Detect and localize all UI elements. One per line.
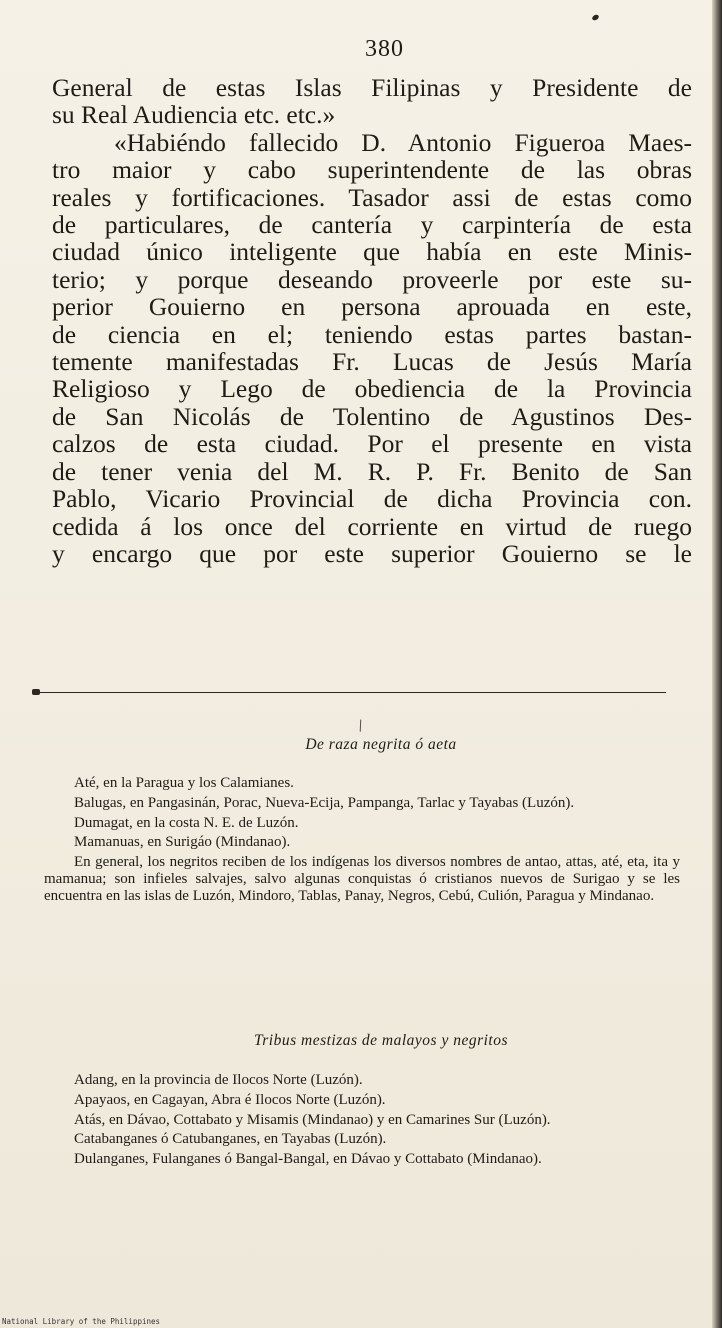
main-text-line: temente manifestadas Fr. Lucas de Jesús María bbox=[52, 347, 692, 377]
ink-speck bbox=[591, 14, 600, 22]
list-item: En general, los negritos reciben de los indígenas los diversos nombres de antao, attas, até, eta, ita y mamanua; son infieles salvajes, salvo algunas conquistas ó cristianos nuevos de Surigao y se les encuentra en las islas de Luzón, Mindoro, Tablas, Panay, Negros, Cebú, Culión, Paragua y Mindanao. bbox=[44, 854, 680, 904]
list-item: Catabanganes ó Catubanganes, en Tayabas (Luzón). bbox=[74, 1131, 387, 1148]
main-text-line: tro maior y cabo superintendente de las obras bbox=[52, 155, 692, 185]
section-mestizas-entries bbox=[44, 1072, 680, 1171]
main-text-line: cedida á los once del corriente en virtud de ruego bbox=[52, 511, 692, 541]
page-number: 380 bbox=[365, 36, 404, 62]
main-text-line: de San Nicolás de Tolentino de Agustinos Des- bbox=[52, 401, 692, 431]
main-text-line: de ciencia en el; teniendo estas partes bastan- bbox=[52, 319, 692, 349]
main-text-line: reales y fortificaciones. Tasador assi de estas como bbox=[52, 182, 692, 212]
main-text-line: y encargo que por este superior Gouierno se le bbox=[52, 538, 692, 568]
list-item: Apayaos, en Cagayan, Abra é Ilocos Norte (Luzón). bbox=[74, 1091, 386, 1108]
list-item: Mamanuas, en Surigáo (Mindanao). bbox=[74, 834, 291, 851]
main-text-block bbox=[52, 74, 692, 567]
main-text-line: «Habiéndo fallecido D. Antonio Figueroa Maes- bbox=[114, 127, 692, 157]
list-item: Atás, en Dávao, Cottabato y Misamis (Mindanao) y en Camarines Sur (Luzón). bbox=[74, 1111, 551, 1128]
list-item: Dumagat, en la costa N. E. de Luzón. bbox=[74, 814, 299, 831]
main-text-line: Religioso y Lego de obediencia de la Provincia bbox=[52, 374, 692, 404]
section-divider bbox=[36, 692, 666, 693]
list-item: Dulanganes, Fulanganes ó Bangal-Bangal, en Dávao y Cottabato (Mindanao). bbox=[74, 1151, 542, 1168]
main-text-line: terio; y porque deseando proveerle por este su- bbox=[52, 264, 692, 294]
main-text-line: Pablo, Vicario Provincial de dicha Provincia con. bbox=[52, 484, 692, 514]
section-negrita-entries bbox=[44, 775, 680, 908]
main-text-line: de particulares, de cantería y carpintería de esta bbox=[52, 210, 692, 240]
main-text-line: ciudad único inteligente que había en este Minis- bbox=[52, 237, 692, 267]
list-item: Adang, en la provincia de Ilocos Norte (Luzón). bbox=[74, 1072, 363, 1088]
footer-credit: National Library of the Philippines bbox=[2, 1317, 161, 1326]
pencil-mark: \ bbox=[355, 717, 366, 735]
main-text-line: calzos de esta ciudad. Por el presente en vista bbox=[52, 429, 692, 459]
section-heading-mestizas: Tribus mestizas de malayos y negritos bbox=[253, 1032, 509, 1049]
main-text-line: General de estas Islas Filipinas y Presidente de bbox=[52, 73, 692, 102]
list-item: Até, en la Paragua y los Calamianes. bbox=[74, 775, 294, 791]
main-text-line: su Real Audiencia etc. etc.» bbox=[52, 100, 336, 130]
list-item: Balugas, en Pangasinán, Porac, Nueva-Ecija, Pampanga, Tarlac y Tayabas (Luzón). bbox=[74, 794, 575, 811]
main-text-line: perior Gouierno en persona aprouada en este, bbox=[52, 292, 692, 322]
main-text-line: de tener venia del M. R. P. Fr. Benito de San bbox=[52, 456, 692, 486]
page-edge-shadow bbox=[712, 0, 722, 1328]
section-heading-negrita: De raza negrita ó aeta bbox=[305, 736, 457, 753]
